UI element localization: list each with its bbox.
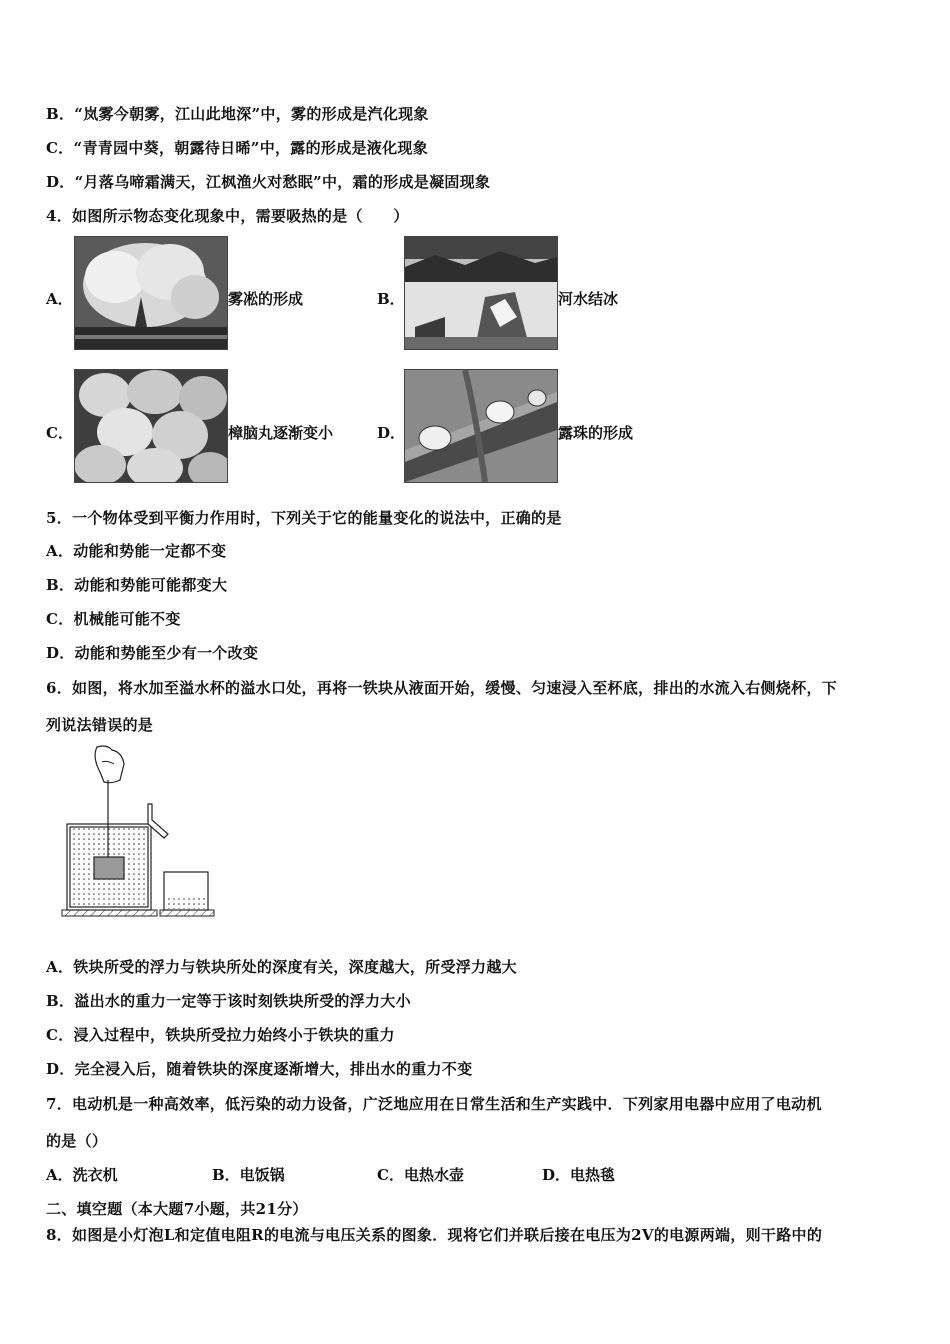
q6-option-b: B．溢出水的重力一定等于该时刻铁块所受的浮力大小 — [46, 992, 411, 1010]
q4-option-c-caption: 樟脑丸逐渐变小 — [228, 424, 334, 442]
q4-option-a-letter: A． — [46, 290, 73, 308]
q8-stem: 8．如图是小灯泡L和定值电阻R的电流与电压关系的图象．现将它们并联后接在电压为2V的电源两端，则干路中的 — [46, 1226, 823, 1244]
frost-tree-photo — [74, 236, 228, 350]
q4-stem: 4．如图所示物态变化现象中，需要吸热的是（ ） — [46, 207, 409, 225]
q3-option-b: B．“岚雾今朝雾，江山此地深”中，雾的形成是汽化现象 — [46, 105, 429, 123]
q7-option-b: B．电饭锅 — [212, 1166, 285, 1184]
q5-option-a: A．动能和势能一定都不变 — [46, 542, 227, 560]
overflow-cup-diagram — [52, 742, 222, 922]
q6-option-a: A．铁块所受的浮力与铁块所处的深度有关，深度越大，所受浮力越大 — [46, 958, 517, 976]
dew-drops-photo — [404, 369, 558, 483]
frozen-river-photo — [404, 236, 558, 350]
q7-stem-line2: 的是（） — [46, 1132, 108, 1150]
q4-option-c-letter: C． — [46, 424, 73, 442]
q7-option-c: C．电热水壶 — [377, 1166, 464, 1184]
q5-stem: 5．一个物体受到平衡力作用时，下列关于它的能量变化的说法中，正确的是 — [46, 509, 562, 527]
q7-stem-line1: 7．电动机是一种高效率，低污染的动力设备，广泛地应用在日常生活和生产实践中．下列家用电器中应用了电动机 — [46, 1095, 822, 1113]
q3-option-d: D．“月落乌啼霜满天，江枫渔火对愁眠”中，霜的形成是凝固现象 — [46, 173, 491, 191]
q7-option-d: D．电热毯 — [542, 1166, 616, 1184]
q3-option-c: C．“青青园中葵，朝露待日晞”中，露的形成是液化现象 — [46, 139, 428, 157]
q6-stem-line1: 6．如图，将水加至溢水杯的溢水口处，再将一铁块从液面开始，缓慢、匀速浸入至杯底，排出的水流入右侧烧杯，下 — [46, 679, 838, 697]
q5-option-b: B．动能和势能可能都变大 — [46, 576, 228, 594]
q5-option-d: D．动能和势能至少有一个改变 — [46, 644, 259, 662]
q5-option-c: C．机械能可能不变 — [46, 610, 181, 628]
q4-option-d-letter: D． — [377, 424, 406, 442]
q7-option-a: A．洗衣机 — [46, 1166, 118, 1184]
q4-option-b-caption: 河水结冰 — [558, 290, 619, 308]
q6-stem-line2: 列说法错误的是 — [46, 716, 154, 734]
camphor-balls-photo — [74, 369, 228, 483]
q4-option-d-caption: 露珠的形成 — [558, 424, 634, 442]
q6-option-c: C．浸入过程中，铁块所受拉力始终小于铁块的重力 — [46, 1026, 395, 1044]
q6-option-d: D．完全浸入后，随着铁块的深度逐渐增大，排出水的重力不变 — [46, 1060, 473, 1078]
section-2-title: 二、填空题（本大题7小题，共21分） — [46, 1200, 308, 1218]
q4-option-b-letter: B． — [377, 290, 405, 308]
q4-option-a-caption: 雾凇的形成 — [228, 290, 304, 308]
